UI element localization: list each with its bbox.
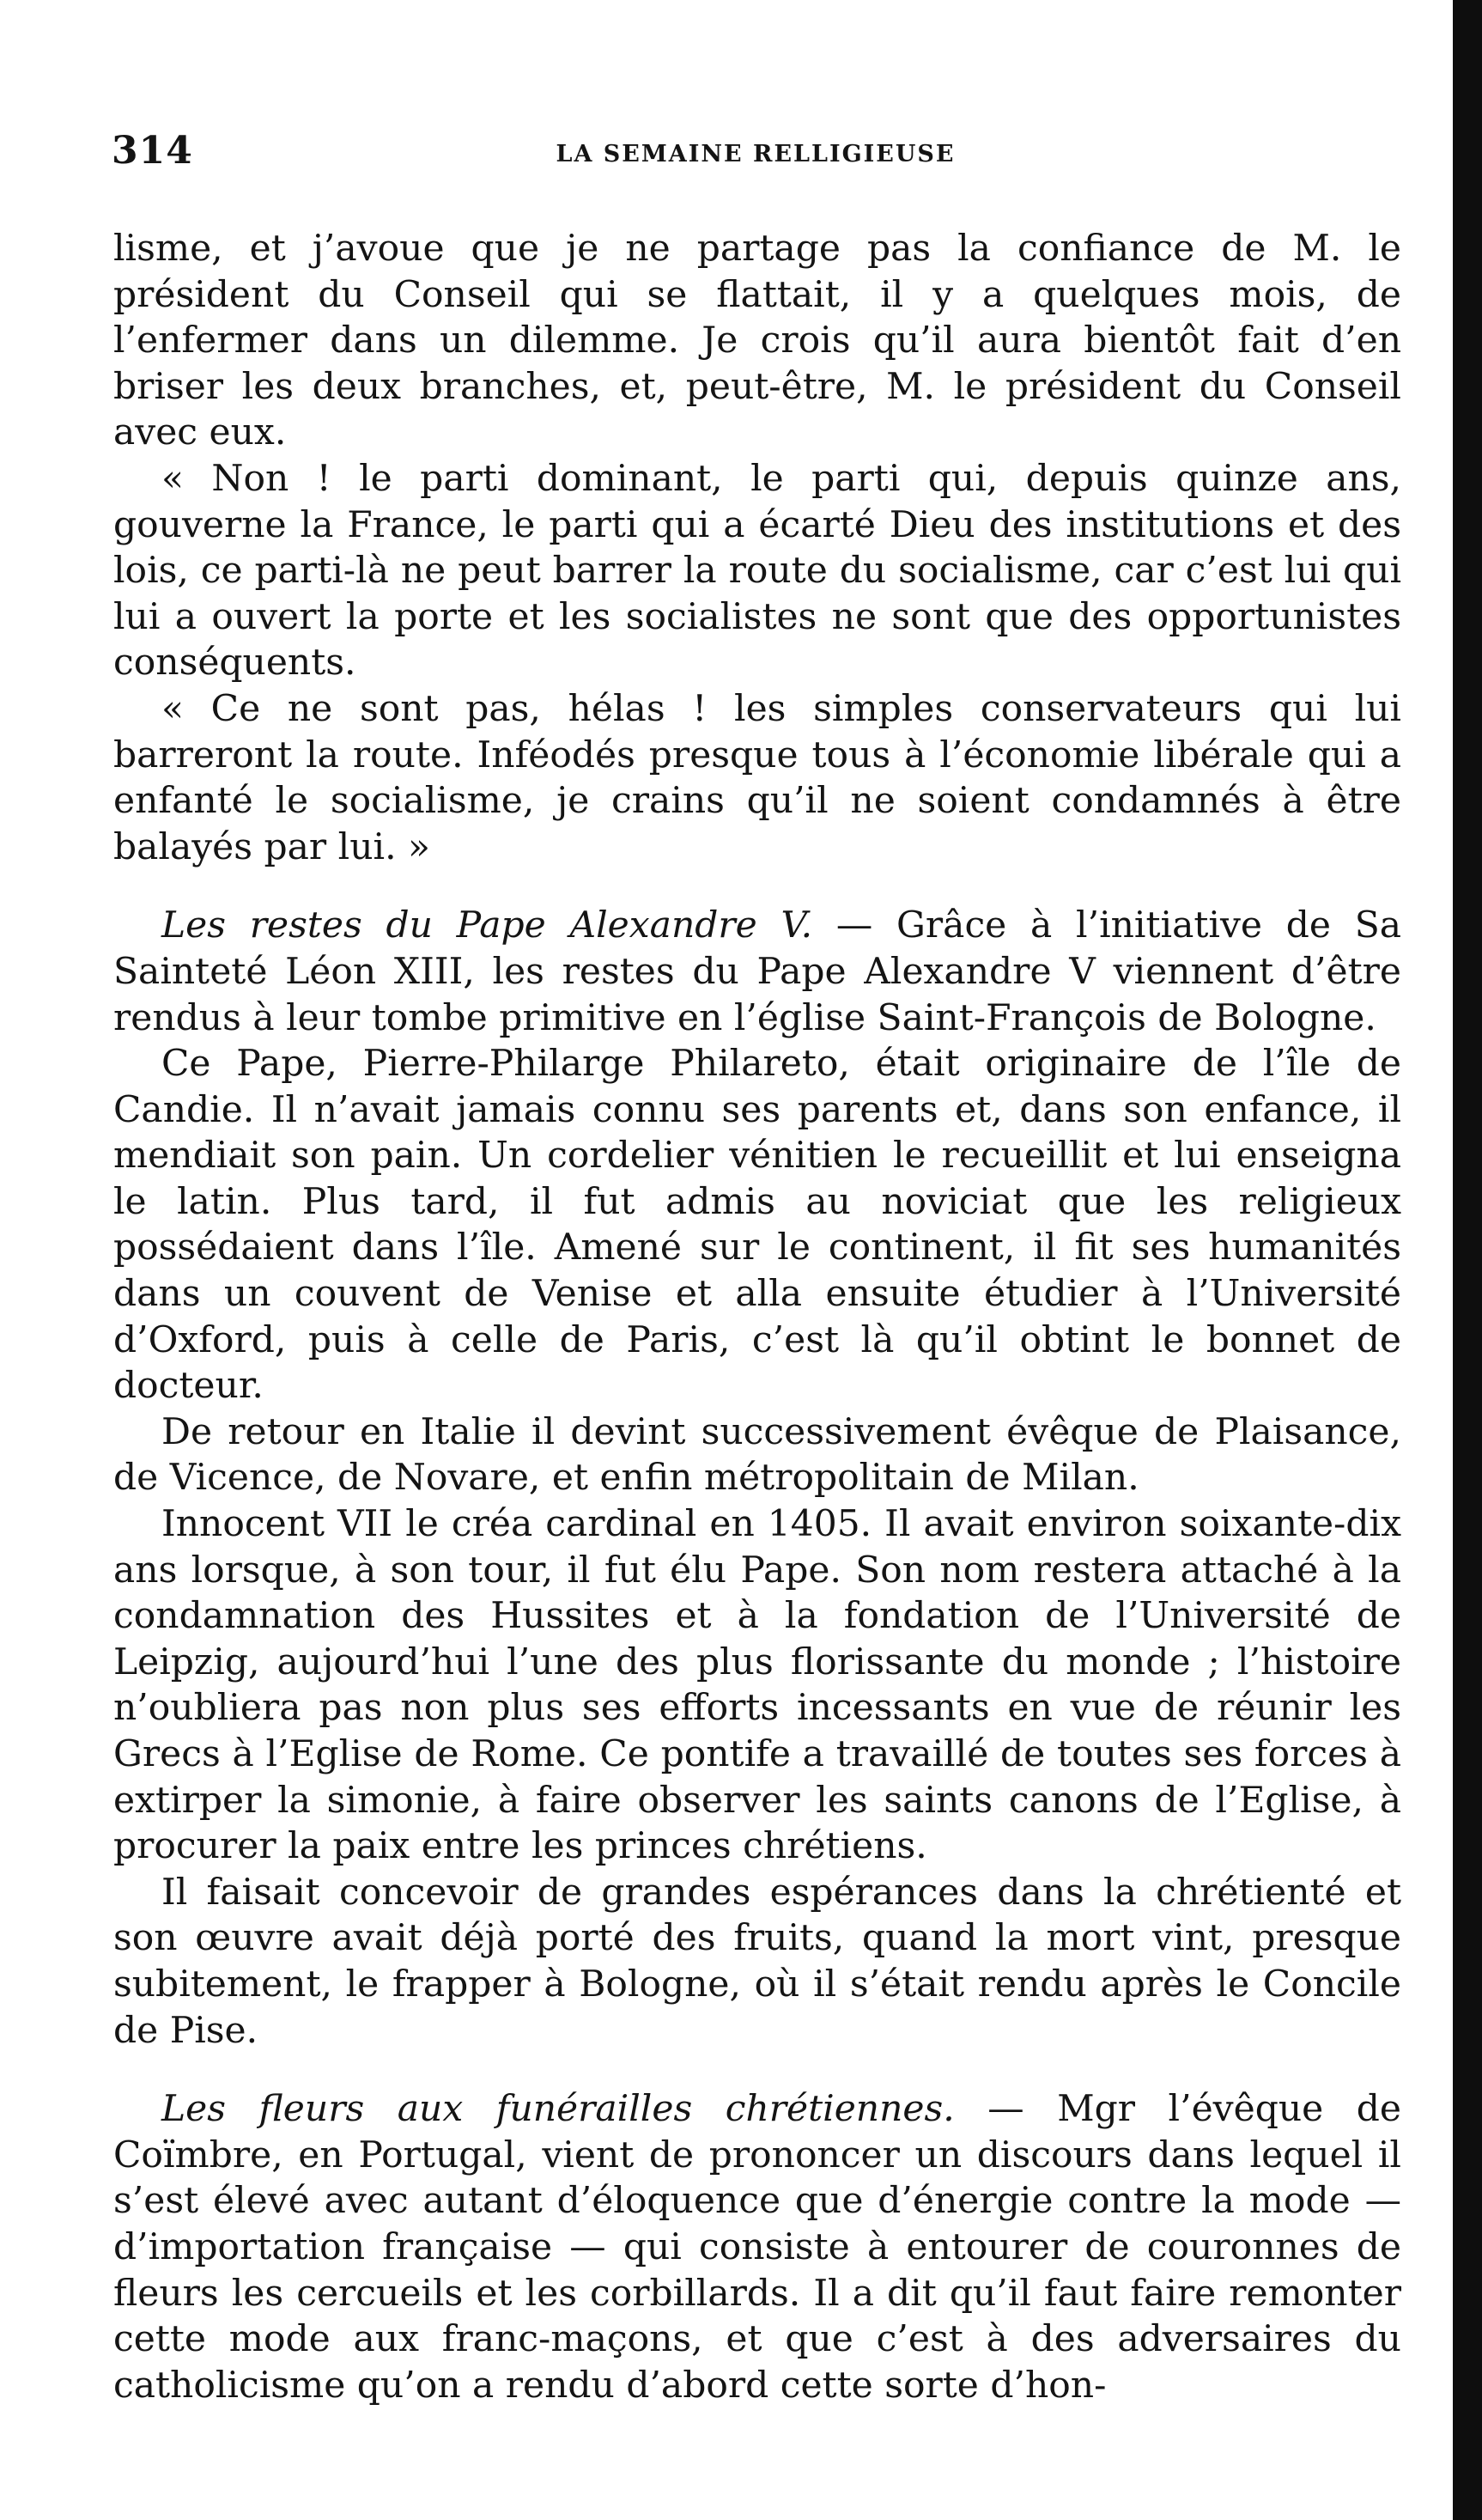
article-body <box>113 225 1401 2407</box>
running-head: LA SEMAINE RELLIGIEUSE <box>556 141 956 167</box>
paragraph-text: — Mgr l’évêque de Coïmbre, en Portugal, vient de prononcer un discours dans lequel il s’est élevé avec autant d’éloquence que d’énergie contre la mode — d’importation française — qui consiste à entourer de couronnes de fleurs les cercueils et les corbillards. Il a dit qu’il faut faire remonter cette mode aux franc-maçons, et que c’est à des adversaires du catholicisme qu’on a rendu d’abord cette sorte d’hon- <box>113 2087 1401 2406</box>
page-header <box>112 129 1374 180</box>
paragraph-text: — Grâce à l’initiative de Sa Sainteté Léon XIII, les restes du Pape Alexandre V viennent d’être rendus à leur tombe primitive en l’église Saint-François de Bologne. <box>113 904 1402 1038</box>
paragraph-quote-1: « Non ! le parti dominant, le parti qui, depuis quinze ans, gouverne la France, le parti qui a écarté Dieu des institutions et des lois, ce parti-là ne peut barrer la route du socialisme, car c’est lui qui lui a ouvert la porte et les socialistes ne sont que des opportunistes conséquents. <box>113 456 1401 684</box>
paragraph-pontificate: Innocent VII le créa cardinal en 1405. Il avait environ soixante-dix ans lorsque, à son tour, il fut élu Pape. Son nom restera attaché à la condamnation des Hussites et à la fondation de l’Université de Leipzig, aujourd’hui l’une des plus florissante du monde ; l’histoire n’oubliera pas non plus ses efforts incessants en vue de réunir les Grecs à l’Eglise de Rome. Ce pontife a travaillé de toutes ses forces à extirper la simonie, à faire observer les saints canons de l’Eglise, à procurer la paix entre les princes chrétiens. <box>113 1502 1401 1867</box>
page-number: 314 <box>112 129 193 173</box>
scan-edge-shadow <box>1453 0 1482 2520</box>
section-fleurs-intro <box>113 2085 1401 2407</box>
section-alexandre-v-intro <box>113 902 1401 1040</box>
paragraph-quote-2: « Ce ne sont pas, hélas ! les simples conservateurs qui lui barreront la route. Inféodés presque tous à l’économie libérale qui a enfanté le socialisme, je crains qu’il ne soient condamnés à être balayés par lui. » <box>113 686 1401 867</box>
paragraph-biography: Ce Pape, Pierre-Philarge Philareto, était originaire de l’île de Candie. Il n’avait jamais connu ses parents et, dans son enfance, il mendiait son pain. Un cordelier vénitien le recueillit et lui enseigna le latin. Plus tard, il fut admis au noviciat que les religieux possédaient dans l’île. Amené sur le continent, il fit ses humanités dans un couvent de Venise et alla ensuite étudier à l’Université d’Oxford, puis à celle de Paris, c’est là qu’il obtint le bonnet de docteur. <box>113 1042 1401 1407</box>
section-heading-fleurs: Les fleurs aux funérailles chrétiennes. <box>161 2087 955 2130</box>
paragraph-continued: lisme, et j’avoue que je ne partage pas la confiance de M. le président du Conseil qui se flattait, il y a quelques mois, de l’enfermer dans un dilemme. Je crois qu’il aura bientôt fait d’en briser les deux branches, et, peut-être, M. le président du Conseil avec eux. <box>113 227 1401 453</box>
section-heading-alexandre-v: Les restes du Pape Alexandre V. <box>161 904 813 947</box>
paragraph-italy: De retour en Italie il devint successivement évêque de Plaisance, de Vicence, de Novare, et enfin métropolitain de Milan. <box>113 1409 1401 1499</box>
paragraph-death: Il faisait concevoir de grandes espérances dans la chrétienté et son œuvre avait déjà porté des fruits, quand la mort vint, presque subitement, le frapper à Bologne, où il s’était rendu après le Concile de Pise. <box>113 1870 1401 2051</box>
